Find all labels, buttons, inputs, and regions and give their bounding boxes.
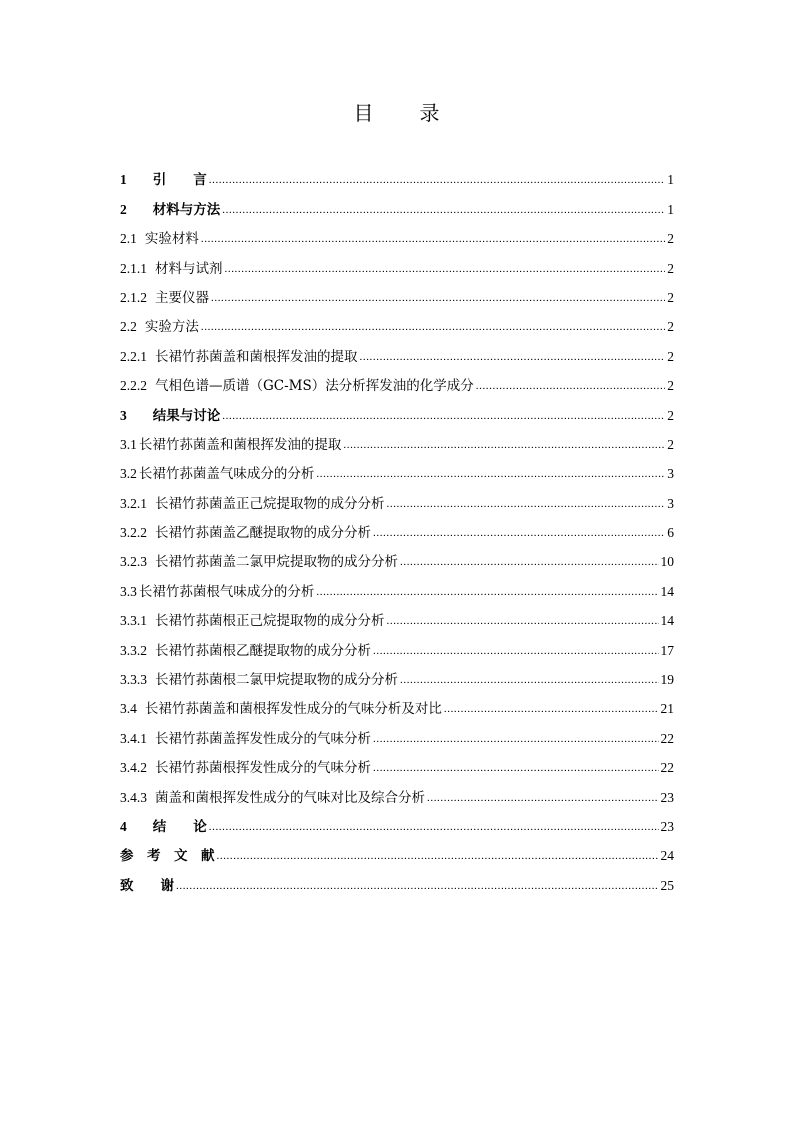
toc-dot-leader [209,171,666,189]
toc-entry-number: 3.3.2 [120,642,147,658]
toc-entry-page-number: 19 [660,672,674,688]
toc-entry-number: 3.3.3 [120,672,147,688]
toc-dot-leader [476,377,666,395]
toc-entry-label: 长裙竹荪菌盖乙醚提取物的成分分析 [155,525,371,542]
toc-entry[interactable] [120,366,674,395]
toc-entry-page-number: 22 [660,730,674,746]
toc-entry[interactable] [120,483,674,512]
toc-entry[interactable] [120,278,674,307]
toc-dot-leader [201,230,665,248]
toc-dot-leader [427,789,659,807]
toc-entry-label: 气相色谱—质谱（GC-MS）法分析挥发油的化学成分 [155,378,474,395]
toc-dot-leader [400,671,659,689]
toc-dot-leader [373,642,659,660]
toc-entry[interactable] [120,395,674,424]
toc-entry-number: 3.4.2 [120,760,147,776]
toc-dot-leader [373,730,659,748]
toc-entry-number: 1 [120,172,127,188]
toc-entry-label: 材料与试剂 [155,260,223,277]
toc-entry[interactable] [120,189,674,218]
toc-entry-number: 3.3.1 [120,613,147,629]
toc-dot-leader [201,318,665,336]
toc-entry-label: 长裙竹荪菌盖挥发性成分的气味分析 [155,730,371,747]
toc-entry-number: 2.2.2 [120,378,147,394]
toc-entry-label: 材料与方法 [152,201,221,218]
toc-entry-number: 3.2.3 [120,554,147,570]
toc-entry-number: 3.4.1 [120,730,147,746]
toc-entry-page-number: 1 [667,201,674,217]
toc-entry-label: 实验方法 [144,319,199,336]
toc-entry[interactable] [120,336,674,365]
toc-entry[interactable] [120,307,674,336]
toc-entry[interactable] [120,454,674,483]
toc-entry-page-number: 14 [660,583,674,599]
toc-entry[interactable] [120,248,674,277]
title-char-1: 目 [353,101,374,125]
toc-entry[interactable] [120,630,674,659]
toc-entry[interactable] [120,689,674,718]
toc-entry[interactable] [120,865,674,894]
toc-dot-leader [209,818,659,836]
toc-dot-leader [373,524,665,542]
toc-entry-label: 结 论 [152,818,207,835]
toc-entry[interactable] [120,777,674,806]
toc-entry-number: 3.4.3 [120,789,147,805]
toc-entry-page-number: 2 [667,231,674,247]
toc-dot-leader [176,877,659,895]
toc-entry-number: 3.4 [120,701,137,717]
toc-dot-leader [222,407,665,425]
toc-entry[interactable] [120,219,674,248]
toc-entry-number: 4 [120,818,127,834]
toc-dot-leader [316,465,665,483]
toc-entry-page-number: 2 [667,260,674,276]
toc-entry[interactable] [120,542,674,571]
toc-entry[interactable] [120,601,674,630]
toc-entry[interactable] [120,513,674,542]
toc-entry-number: 2 [120,201,127,217]
toc-entry-number: 3.1 [120,436,137,452]
toc-dot-leader [225,260,666,278]
toc-entry[interactable] [120,748,674,777]
toc-entry[interactable] [120,718,674,747]
toc-entry-label: 长裙竹荪菌根气味成分的分析 [138,583,315,600]
toc-entry-page-number: 2 [667,378,674,394]
toc-entry-label: 长裙竹荪菌根挥发性成分的气味分析 [155,760,371,777]
toc-entry-number: 3.3 [120,583,137,599]
toc-entry-page-number: 23 [660,789,674,805]
toc-entry-page-number: 23 [660,818,674,834]
toc-entry-page-number: 1 [667,172,674,188]
toc-entry-number: 2.2 [120,319,137,335]
toc-dot-leader [316,583,658,601]
toc-entry-label: 参 考 文 献 [120,848,215,865]
toc-entry-label: 长裙竹荪菌盖和菌根挥发油的提取 [155,348,358,365]
toc-entry-number: 2.1.2 [120,289,147,305]
toc-dot-leader [400,553,659,571]
toc-entry-number: 2.1.1 [120,260,147,276]
toc-entry-number: 2.1 [120,231,137,247]
toc-entry-page-number: 17 [660,642,674,658]
toc-entry-page-number: 3 [667,495,674,511]
page-title [0,100,793,126]
toc-entry-label: 长裙竹荪菌盖正己烷提取物的成分分析 [155,495,385,512]
toc-entry-label: 长裙竹荪菌盖和菌根挥发油的提取 [138,436,342,453]
toc-entry[interactable] [120,807,674,836]
toc-entry-page-number: 2 [667,407,674,423]
toc-entry-label: 长裙竹荪菌根乙醚提取物的成分分析 [155,642,371,659]
toc-entry-label: 实验材料 [144,231,199,248]
toc-entry-label: 致 谢 [120,877,174,894]
toc-entry-label: 长裙竹荪菌盖二氯甲烷提取物的成分分析 [155,554,398,571]
toc-entry-page-number: 2 [667,319,674,335]
toc-entry-label: 长裙竹荪菌根正己烷提取物的成分分析 [155,613,385,630]
toc-entry-number: 3.2 [120,466,137,482]
toc-entry-label: 长裙竹荪菌根二氯甲烷提取物的成分分析 [155,672,398,689]
toc-entry-page-number: 3 [667,466,674,482]
toc-entry-number: 3.2.2 [120,525,147,541]
toc-entry-page-number: 25 [660,877,674,893]
toc-entry-page-number: 21 [660,701,674,717]
toc-entry-label: 结果与讨论 [152,407,221,424]
toc-dot-leader [360,348,666,366]
toc-entry[interactable] [120,425,674,454]
toc-entry[interactable] [120,571,674,600]
toc-entry-page-number: 22 [660,760,674,776]
toc-dot-leader [211,289,665,307]
toc-entry-page-number: 2 [667,348,674,364]
toc-entry[interactable] [120,660,674,689]
title-char-2: 录 [419,101,440,125]
toc-entry-label: 主要仪器 [155,289,209,306]
toc-dot-leader [387,612,659,630]
toc-dot-leader [444,700,659,718]
toc-entry-label: 长裙竹荪菌盖和菌根挥发性成分的气味分析及对比 [144,701,442,718]
toc-dot-leader [343,436,665,454]
toc-entry-page-number: 10 [660,554,674,570]
toc-entry-label: 菌盖和菌根挥发性成分的气味对比及综合分析 [155,789,425,806]
toc-entry-number: 2.2.1 [120,348,147,364]
toc-entry-label: 长裙竹荪菌盖气味成分的分析 [138,466,315,483]
toc-entry-number: 3 [120,407,127,423]
toc-entry-page-number: 14 [660,613,674,629]
toc-entry[interactable] [120,160,674,189]
toc-entry-page-number: 2 [667,289,674,305]
toc-entry-number: 3.2.1 [120,495,147,511]
toc-entry-page-number: 6 [667,525,674,541]
toc-entry-label: 引 言 [152,172,207,189]
toc-entry[interactable] [120,836,674,865]
toc-dot-leader [217,847,659,865]
toc-entry-page-number: 24 [660,848,674,864]
table-of-contents [120,160,674,895]
toc-entry-page-number: 2 [667,436,674,452]
toc-dot-leader [222,201,665,219]
toc-dot-leader [373,759,659,777]
toc-dot-leader [387,495,666,513]
